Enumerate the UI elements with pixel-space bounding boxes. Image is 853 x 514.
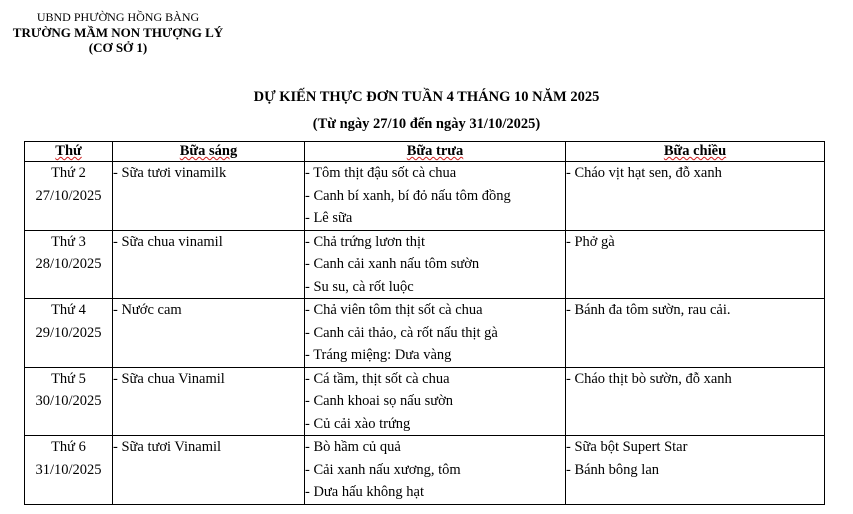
campus-label: (CƠ SỞ 1) (88, 40, 148, 55)
breakfast-item: - Sữa tươi vinamilk (113, 165, 227, 181)
lunch-item: - Dưa hấu không hạt (305, 484, 424, 500)
afternoon-item: - Bánh bông lan (566, 461, 660, 478)
afternoon-item: - Cháo vịt hạt sen, đỗ xanh (566, 165, 722, 181)
column-header-day: Thứ (25, 142, 113, 162)
table-row (25, 436, 825, 505)
breakfast-cell (113, 299, 305, 368)
breakfast-item: - Sữa chua Vinamil (113, 370, 225, 387)
table-row (25, 162, 825, 231)
day-date: 27/10/2025 (35, 187, 102, 204)
lunch-item: - Canh cải thảo, cà rốt nấu thịt gà (305, 324, 498, 341)
day-cell (25, 230, 113, 299)
afternoon-cell (566, 436, 825, 505)
lunch-item: - Canh bí xanh, bí đỏ nấu tôm đồng (305, 187, 511, 204)
day-date: 30/10/2025 (35, 393, 102, 409)
lunch-item: - Su su, cà rốt luộc (305, 278, 414, 295)
afternoon-cell (566, 367, 825, 436)
day-cell (25, 299, 113, 368)
breakfast-item: - Sữa chua vinamil (113, 233, 223, 250)
day-cell (25, 162, 113, 231)
menu-title: DỰ KIẾN THỰC ĐƠN TUẦN 4 THÁNG 10 NĂM 2025 (253, 89, 600, 105)
afternoon-item: - Sữa bột Supert Star (566, 439, 688, 455)
day-date: 28/10/2025 (35, 256, 102, 272)
breakfast-cell (113, 436, 305, 505)
school-header (0, 10, 236, 55)
breakfast-cell (113, 230, 305, 299)
afternoon-cell (566, 230, 825, 299)
column-header-breakfast: Bữa sáng (113, 142, 305, 162)
lunch-cell (305, 230, 566, 299)
afternoon-item: - Cháo thịt bò sườn, đỗ xanh (566, 370, 732, 387)
lunch-item: - Tôm thịt đậu sốt cà chua (305, 165, 457, 181)
day-cell (25, 367, 113, 436)
column-header-lunch: Bữa trưa (305, 142, 566, 162)
day-label: Thứ 2 (51, 165, 86, 181)
table-row (25, 230, 825, 299)
lunch-item: - Bò hầm củ quả (305, 439, 401, 455)
lunch-item: - Củ cải xào trứng (305, 415, 411, 432)
breakfast-item: - Nước cam (113, 302, 182, 318)
lunch-cell (305, 162, 566, 231)
lunch-item: - Canh khoai sọ nấu sườn (305, 393, 454, 409)
school-name: TRƯỜNG MẦM NON THƯỢNG LÝ (12, 25, 224, 40)
lunch-item: - Cá tầm, thịt sốt cà chua (305, 370, 450, 387)
lunch-item: - Lê sữa (305, 210, 353, 226)
lunch-item: - Canh cải xanh nấu tôm sườn (305, 256, 480, 272)
day-date: 29/10/2025 (35, 324, 102, 341)
lunch-item: - Chả viên tôm thịt sốt cà chua (305, 302, 483, 318)
afternoon-item: - Phở gà (566, 233, 615, 250)
column-header-afternoon: Bữa chiều (566, 142, 825, 162)
table-row (25, 367, 825, 436)
table-row (25, 299, 825, 368)
day-date: 31/10/2025 (35, 461, 102, 478)
header-row (25, 142, 825, 162)
day-label: Thứ 3 (51, 233, 86, 250)
lunch-item: - Chả trứng lươn thịt (305, 233, 426, 250)
lunch-cell (305, 367, 566, 436)
day-label: Thứ 6 (51, 439, 86, 455)
afternoon-cell (566, 299, 825, 368)
breakfast-item: - Sữa tươi Vinamil (113, 439, 222, 455)
day-label: Thứ 4 (51, 302, 86, 318)
day-cell (25, 436, 113, 505)
lunch-cell (305, 436, 566, 505)
breakfast-cell (113, 162, 305, 231)
lunch-item: - Tráng miệng: Dưa vàng (305, 347, 452, 363)
lunch-item: - Cải xanh nấu xương, tôm (305, 461, 461, 478)
afternoon-cell (566, 162, 825, 231)
menu-table (24, 141, 825, 505)
lunch-cell (305, 299, 566, 368)
afternoon-item: - Bánh đa tôm sườn, rau cải. (566, 302, 731, 318)
day-label: Thứ 5 (51, 370, 86, 387)
breakfast-cell (113, 367, 305, 436)
menu-date-range: (Từ ngày 27/10 đến ngày 31/10/2025) (312, 116, 541, 132)
ward-name: UBND PHƯỜNG HỒNG BÀNG (36, 10, 200, 24)
